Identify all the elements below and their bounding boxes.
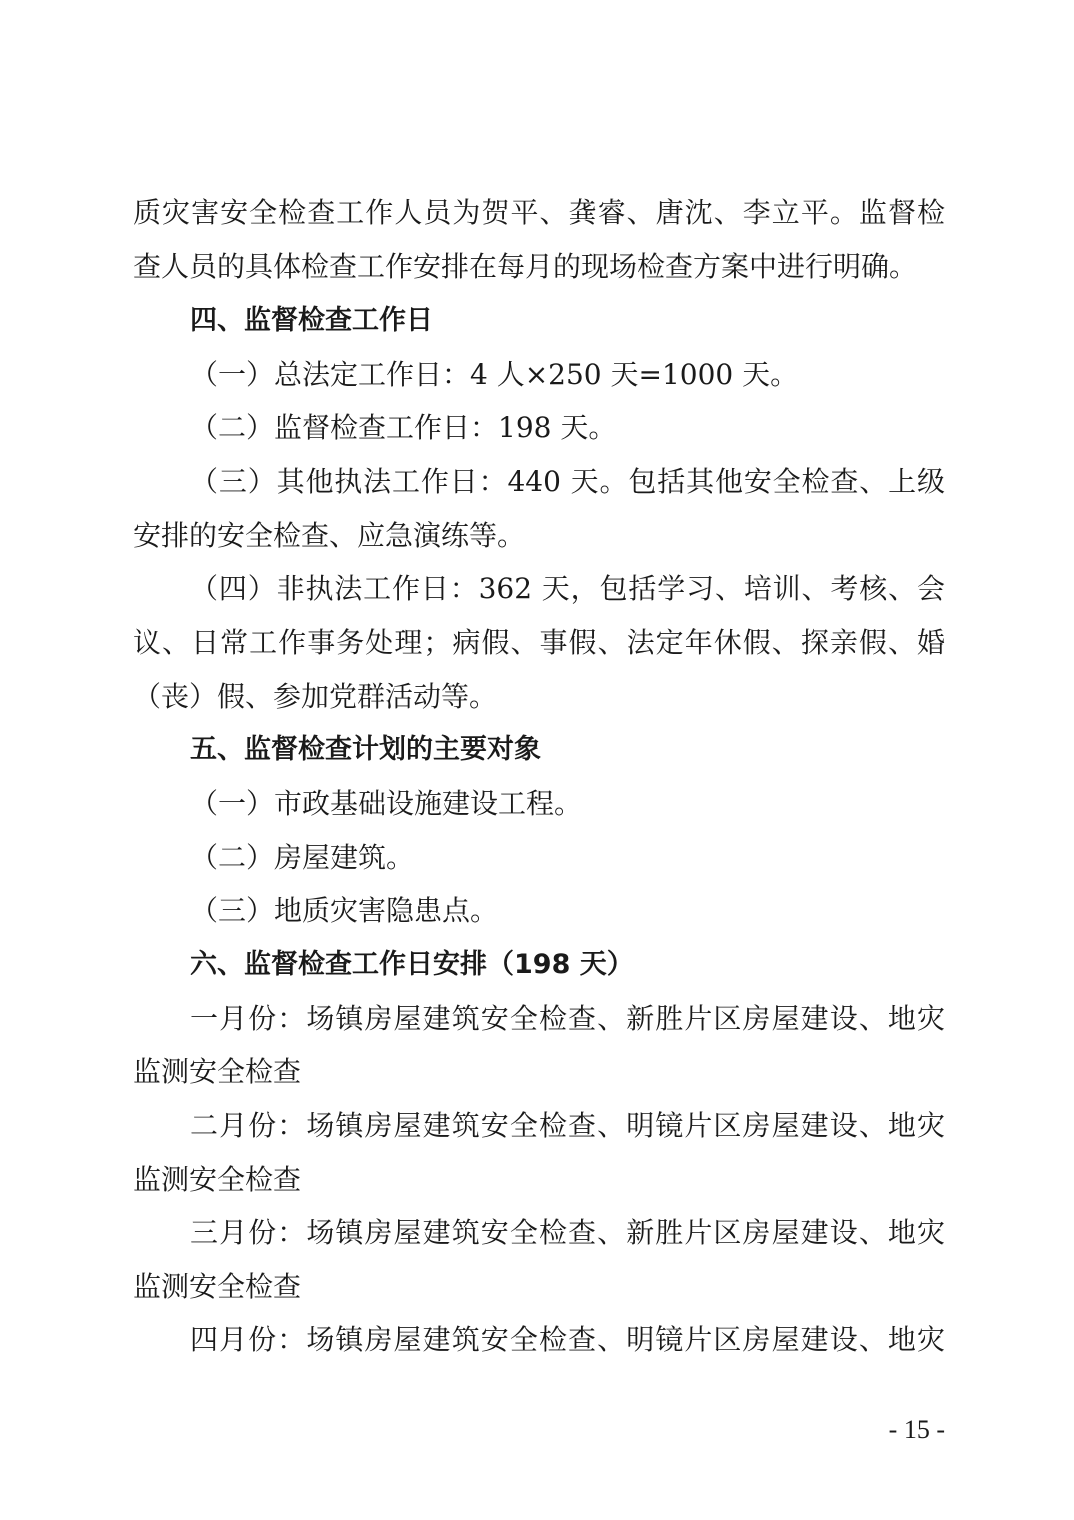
list-item: （三）地质灾害隐患点。 — [190, 894, 499, 927]
list-item: （二）房屋建筑。 — [190, 841, 415, 874]
month-schedule-line: 四月份：场镇房屋建筑安全检查、明镜片区房屋建设、地灾 — [190, 1323, 945, 1356]
list-item: （四）非执法工作日：362 天，包括学习、培训、考核、会 — [190, 572, 945, 605]
section-heading-6: 六、监督检查工作日安排（198 天） — [190, 949, 634, 980]
page-number: - 15 - — [888, 1415, 945, 1444]
month-schedule-line: 一月份：场镇房屋建筑安全检查、新胜片区房屋建设、地灾 — [190, 1002, 945, 1035]
paragraph-line: 监测安全检查 — [133, 1270, 302, 1303]
paragraph-line: 议、日常工作事务处理；病假、事假、法定年休假、探亲假、婚 — [133, 626, 945, 659]
paragraph-line: （丧）假、参加党群活动等。 — [133, 680, 498, 713]
list-item: （一）市政基础设施建设工程。 — [190, 787, 583, 820]
month-schedule-line: 二月份：场镇房屋建筑安全检查、明镜片区房屋建设、地灾 — [190, 1109, 945, 1142]
list-item: （三）其他执法工作日：440 天。包括其他安全检查、上级 — [190, 465, 945, 498]
section-heading-4: 四、监督检查工作日 — [190, 305, 433, 336]
paragraph-line: 监测安全检查 — [133, 1055, 302, 1088]
paragraph-line: 安排的安全检查、应急演练等。 — [133, 519, 526, 552]
list-item: （一）总法定工作日：4 人×250 天=1000 天。 — [190, 358, 799, 391]
paragraph-line: 质灾害安全检查工作人员为贺平、龚睿、唐沈、李立平。监督检 — [133, 196, 945, 229]
month-schedule-line: 三月份：场镇房屋建筑安全检查、新胜片区房屋建设、地灾 — [190, 1216, 945, 1249]
paragraph-line: 监测安全检查 — [133, 1163, 302, 1196]
paragraph-line: 查人员的具体检查工作安排在每月的现场检查方案中进行明确。 — [133, 250, 918, 283]
list-item: （二）监督检查工作日：198 天。 — [190, 411, 617, 444]
section-heading-5: 五、监督检查计划的主要对象 — [190, 734, 541, 765]
